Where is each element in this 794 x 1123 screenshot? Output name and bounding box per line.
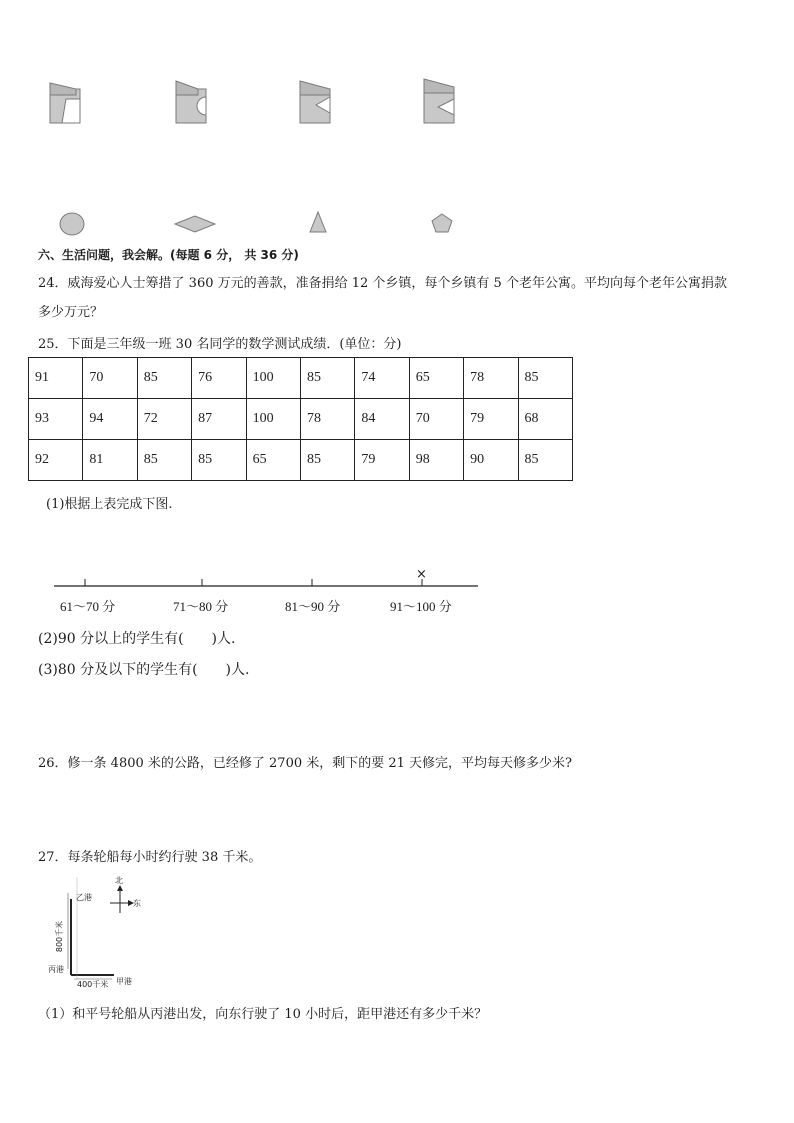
folded-shapes-row	[40, 75, 480, 135]
triangle-shape	[310, 212, 326, 232]
question-26: 26．修一条 4800 米的公路，已经修了 2700 米，剩下的要 21 天修完，平均每天修多少米?	[38, 756, 573, 771]
table-cell: 65	[409, 358, 463, 399]
question-27-sub1: （1）和平号轮船从丙港出发，向东行驶了 10 小时后，距甲港还有多少千米？	[38, 1007, 488, 1022]
shape-b	[176, 81, 206, 123]
table-cell: 81	[83, 440, 137, 481]
table-cell: 87	[192, 399, 246, 440]
shape-a	[50, 83, 80, 123]
distance-vertical-label: 800千米	[55, 920, 65, 953]
distance-horizontal-label: 400千米	[77, 980, 109, 989]
table-cell: 76	[192, 358, 246, 399]
table-cell: 68	[518, 399, 572, 440]
range-label-61-70: 61～70 分	[60, 599, 116, 614]
range-label-81-90: 81～90 分	[285, 599, 341, 614]
range-label-91-100: 91～100 分	[390, 599, 452, 614]
table-cell: 85	[300, 358, 354, 399]
table-cell: 98	[409, 440, 463, 481]
table-cell: 85	[137, 440, 191, 481]
question-25-sub1: (1)根据上表完成下图.	[46, 497, 173, 512]
table-cell: 85	[300, 440, 354, 481]
rhombus-shape	[175, 216, 215, 232]
table-cell: 74	[355, 358, 409, 399]
table-cell: 93	[29, 399, 83, 440]
table-cell: 79	[464, 399, 518, 440]
circle-shape	[60, 213, 84, 235]
range-label-71-80: 71～80 分	[173, 599, 229, 614]
shape-c	[300, 81, 330, 123]
table-cell: 85	[518, 358, 572, 399]
table-row	[29, 399, 573, 440]
table-cell: 78	[464, 358, 518, 399]
question-25-sub3: (3)80 分及以下的学生有( )人.	[38, 662, 250, 678]
table-cell: 94	[83, 399, 137, 440]
port-map	[44, 875, 164, 990]
question-27-stem: 27．每条轮船每小时约行驶 38 千米。	[38, 850, 262, 865]
port-bing-label: 丙港	[48, 965, 64, 974]
tally-mark: ×	[416, 567, 427, 582]
table-cell: 84	[355, 399, 409, 440]
number-line	[50, 565, 480, 595]
pentagon-shape	[432, 214, 452, 232]
table-row	[29, 358, 573, 399]
port-yi-label: 乙港	[76, 893, 92, 902]
table-cell: 70	[409, 399, 463, 440]
table-cell: 100	[246, 358, 300, 399]
shape-d	[424, 79, 454, 123]
table-cell: 65	[246, 440, 300, 481]
compass-north: 北	[115, 876, 123, 885]
table-cell: 85	[137, 358, 191, 399]
table-cell: 92	[29, 440, 83, 481]
table-row	[29, 440, 573, 481]
scores-table	[28, 357, 573, 481]
table-cell: 70	[83, 358, 137, 399]
table-cell: 79	[355, 440, 409, 481]
question-24-line2: 多少万元？	[38, 305, 104, 320]
table-cell: 90	[464, 440, 518, 481]
table-cell: 91	[29, 358, 83, 399]
question-25-sub2: (2)90 分以上的学生有( )人.	[38, 631, 236, 647]
section-title: 六、生活问题，我会解。(每题 6 分， 共 36 分)	[38, 248, 299, 262]
table-cell: 72	[137, 399, 191, 440]
table-cell: 85	[518, 440, 572, 481]
port-jia-label: 甲港	[116, 977, 132, 986]
compass-east: 东	[133, 899, 141, 908]
geometric-shapes-row	[50, 208, 470, 240]
table-cell: 100	[246, 399, 300, 440]
table-cell: 85	[192, 440, 246, 481]
question-24-line1: 24．威海爱心人士筹措了 360 万元的善款，准备捐给 12 个乡镇，每个乡镇有 5 个老年公寓。平均向每个老年公寓捐款	[38, 276, 727, 291]
question-25-stem: 25．下面是三年级一班 30 名同学的数学测试成绩．(单位：分)	[38, 337, 402, 352]
table-cell: 78	[300, 399, 354, 440]
